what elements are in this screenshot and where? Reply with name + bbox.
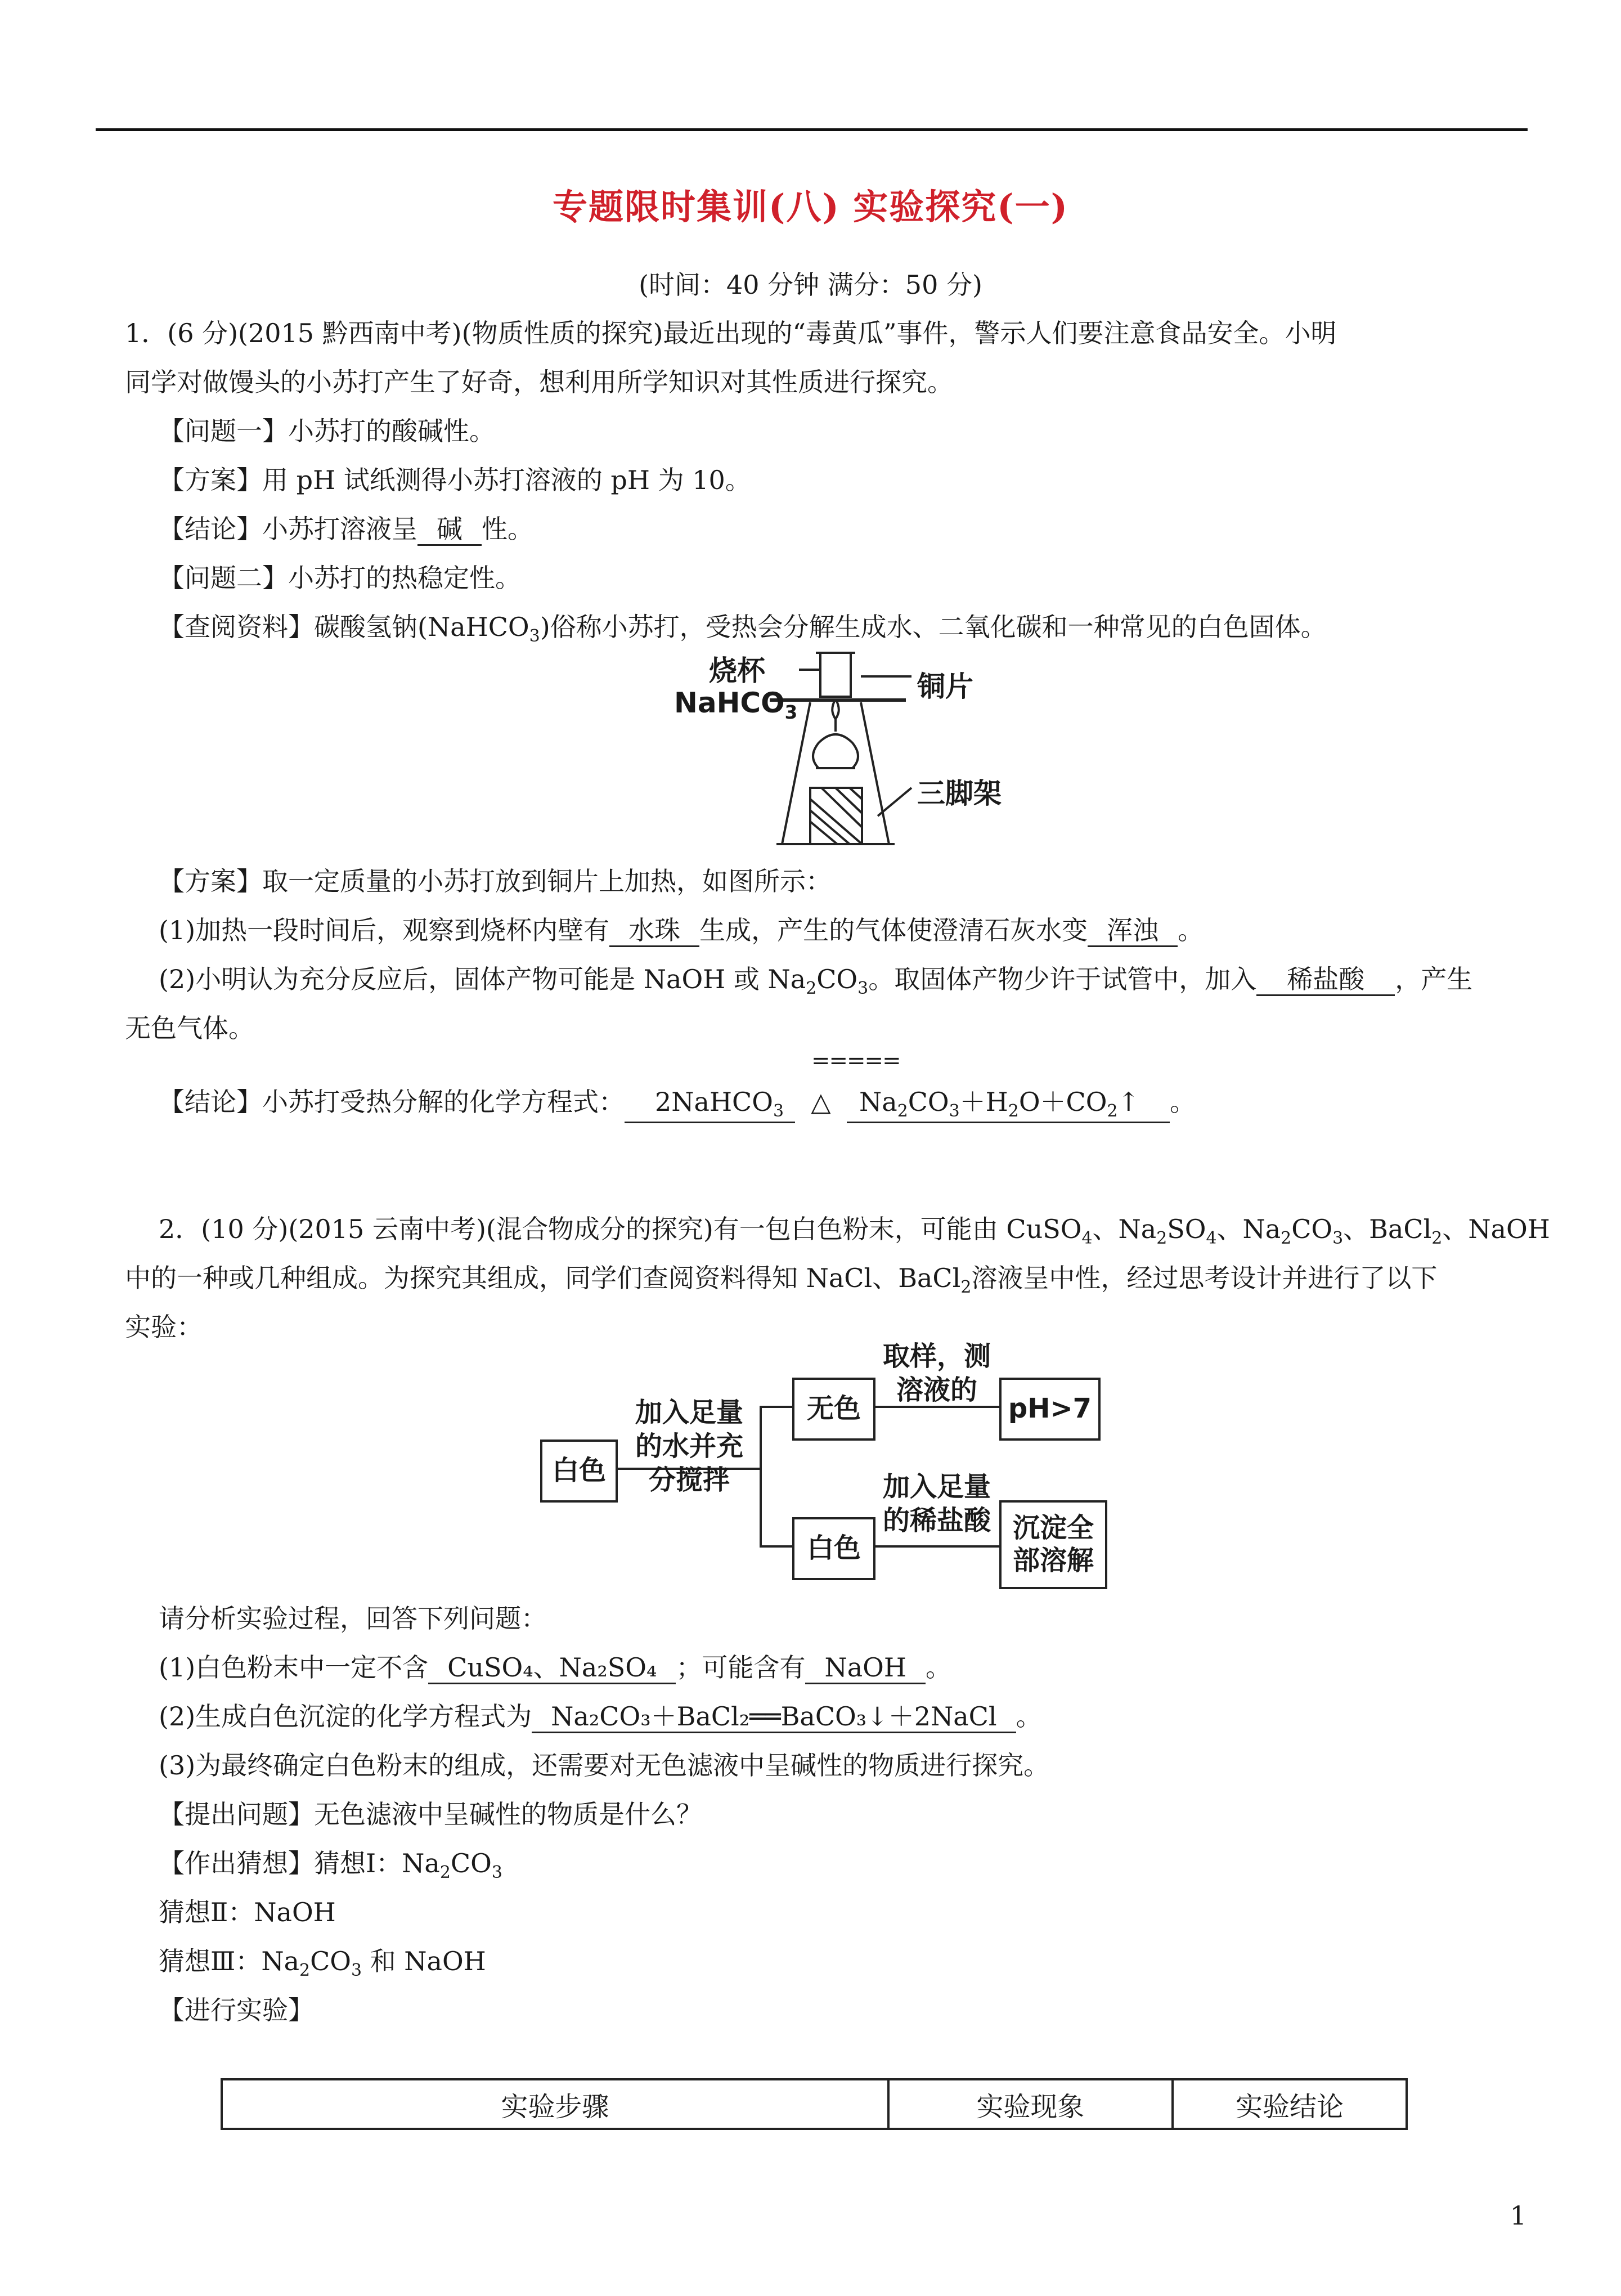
q1-step2: (2)小明认为充分反应后，固体产物可能是 NaOH 或 $Na_2CO_3$。取固体产物少许于试管中，加入 稀盐酸 ，产生 — [159, 964, 1473, 999]
page-title: 专题限时集训(八) 实验探究(一) — [553, 186, 1068, 227]
q2-raise-question: 【提出问题】无色滤液中呈碱性的物质是什么？ — [159, 1799, 702, 1829]
label-beaker: 烧杯 — [709, 654, 765, 687]
q1-problem1: 【问题一】小苏打的酸碱性。 — [159, 416, 495, 446]
q2-answer1: (1)白色粉末中一定不含 CuSO₄、Na₂SO₄ ；可能含有 NaOH 。 — [159, 1647, 951, 1684]
q1-conclusion1: 【结论】小苏打溶液呈 碱 性。 — [159, 509, 533, 546]
q2-guess2: 猜想Ⅱ：NaOH — [159, 1897, 336, 1927]
answer-blank: Na₂CO₃＋BaCl₂══BaCO₃↓＋2NaCl — [532, 1702, 1016, 1733]
table-header-row — [222, 2079, 1407, 2129]
flow-connector — [760, 1545, 793, 1548]
flow-connector — [760, 1406, 762, 1546]
answer-blank: 稀盐酸 — [1256, 965, 1395, 996]
label-tripod: 三脚架 — [917, 777, 1002, 810]
experiment-table — [221, 2078, 1408, 2130]
q1-step2-line2: 无色气体。 — [125, 1013, 254, 1043]
flow-box-white-precipitate: 白色 — [792, 1517, 875, 1580]
equation-condition-bar: ===== — [811, 1048, 900, 1074]
answer-blank: CuSO₄、Na₂SO₄ — [428, 1653, 676, 1684]
q1-conclusion2: 【结论】小苏打受热分解的化学方程式： 2NaHCO$_3$ △ $Na_2CO_3+H_2O+CO_2↑$ 。 — [159, 1082, 1196, 1123]
q2-intro-line3: 实验： — [125, 1312, 203, 1342]
q2-guess3: 猜想Ⅲ：$Na_2CO_3$ 和 NaOH — [159, 1946, 486, 1981]
flow-connector — [871, 1545, 999, 1548]
q1-plan2: 【方案】取一定质量的小苏打放到铜片上加热，如图所示： — [159, 866, 832, 896]
q2-guess1: 【作出猜想】猜想Ⅰ：$Na_2CO_3$ — [159, 1848, 502, 1883]
q2-intro-line2: 中的一种或几种组成。为探究其组成，同学们查阅资料得知 NaCl、BaCl$_2$溶液呈中性，经过思考设计并进行了以下 — [125, 1263, 1438, 1298]
label-copper-plate: 铜片 — [917, 670, 973, 703]
flow-box-white-powder: 白色 — [540, 1440, 618, 1503]
q1-reference: 【查阅资料】碳酸氢钠(NaHCO$_3$)俗称小苏打，受热会分解生成水、二氧化碳和一种常见的白色固体。 — [159, 612, 1327, 647]
table-header-phenomena: 实验现象 — [888, 2079, 1173, 2129]
q1-intro-line1: 1．(6 分)(2015 黔西南中考)(物质性质的探究)最近出现的“毒黄瓜”事件，警示人们要注意食品安全。小明 — [125, 318, 1337, 348]
top-rule — [96, 128, 1528, 131]
label-nahco3: NaHCO$_3$ — [674, 687, 798, 723]
q1-step1: (1)加热一段时间后，观察到烧杯内壁有 水珠 生成，产生的气体使澄清石灰水变 浑浊 。 — [159, 910, 1204, 947]
flow-box-ph: pH>7 — [999, 1378, 1101, 1441]
q1-intro-line2: 同学对做馒头的小苏打产生了好奇，想利用所学知识对其性质进行探究。 — [125, 367, 953, 397]
answer-blank: 2NaHCO$_3$ — [625, 1087, 795, 1123]
flow-text-sample: 取样，测 溶液的 — [882, 1340, 991, 1406]
answer-blank: $Na_2CO_3+H_2O+CO_2↑$ — [847, 1087, 1170, 1123]
table-header-steps: 实验步骤 — [222, 2079, 888, 2129]
flow-text-add-water: 加入足量 的水并充 分搅拌 — [635, 1397, 743, 1496]
q2-answer3: (3)为最终确定白色粉末的组成，还需要对无色滤液中呈碱性的物质进行探究。 — [159, 1750, 1050, 1781]
flow-box-dissolve: 沉淀全 部溶解 — [999, 1500, 1107, 1589]
q2-intro-line1: 2．(10 分)(2015 云南中考)(混合物成分的探究)有一包白色粉末，可能由 CuSO$_4$、$Na_2SO_4$、$Na_2CO_3$、BaCl$_2$、NaOH — [159, 1214, 1550, 1249]
q2-do-experiment: 【进行实验】 — [159, 1995, 314, 2025]
q2-analyze: 请分析实验过程，回答下列问题： — [159, 1603, 547, 1634]
flow-box-colorless: 无色 — [792, 1378, 875, 1441]
answer-blank: 碱 — [417, 514, 482, 546]
table-header-conclusion: 实验结论 — [1173, 2079, 1407, 2129]
answer-blank: 水珠 — [609, 916, 699, 947]
q2-answer2: (2)生成白色沉淀的化学方程式为 Na₂CO₃＋BaCl₂══BaCO₃↓＋2NaCl 。 — [159, 1696, 1042, 1733]
experiment-flowchart — [540, 1339, 1148, 1593]
q1-plan1: 【方案】用 pH 试纸测得小苏打溶液的 pH 为 10。 — [159, 465, 751, 495]
answer-blank: 浑浊 — [1088, 916, 1178, 947]
page-number: 1 — [1510, 2200, 1526, 2231]
heating-apparatus-figure — [670, 647, 1075, 855]
time-info: (时间：40 分钟 满分：50 分) — [639, 270, 982, 300]
flow-text-add-acid: 加入足量 的稀盐酸 — [882, 1471, 991, 1536]
flow-connector — [760, 1406, 793, 1408]
equation-condition: △ — [811, 1087, 831, 1117]
q1-problem2: 【问题二】小苏打的热稳定性。 — [159, 563, 521, 593]
answer-blank: NaOH — [805, 1653, 926, 1684]
